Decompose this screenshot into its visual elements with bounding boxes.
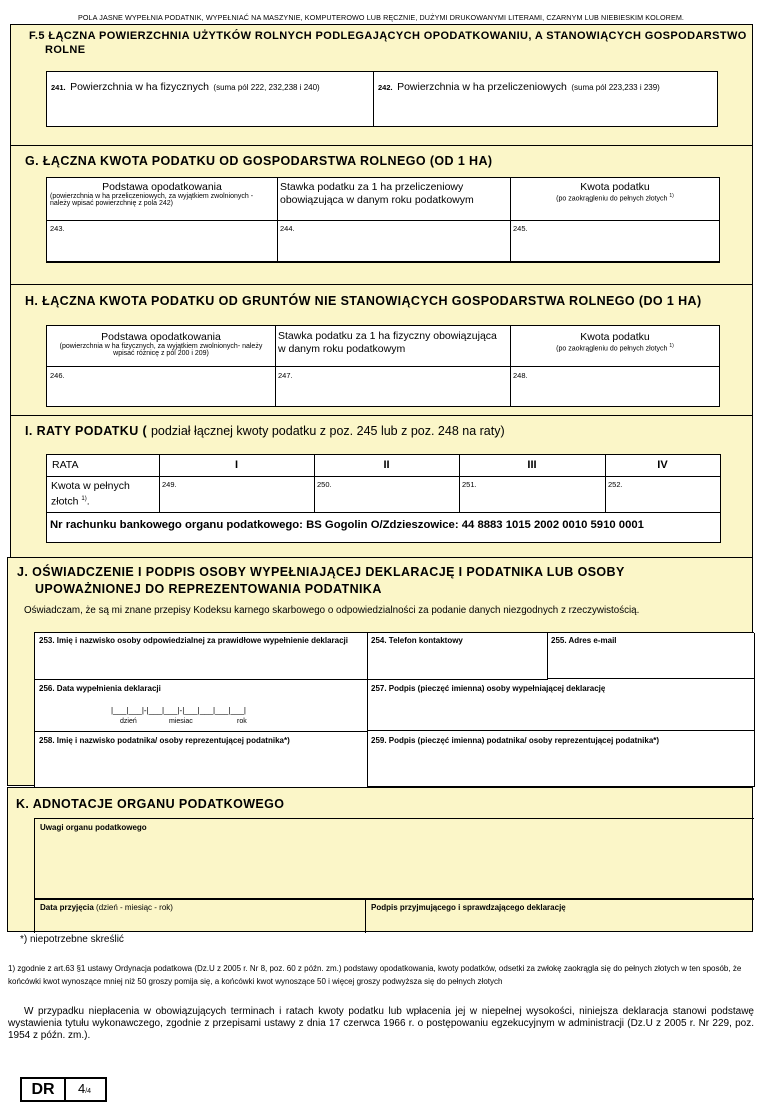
g-col2-title: Stawka podatku za 1 ha przeliczeniowy obowiązująca w danym roku podatkowym	[280, 181, 474, 206]
section-i	[10, 415, 753, 558]
i-kwota-label: Kwota w pełnych złotch	[51, 480, 130, 508]
field-250[interactable]	[314, 476, 460, 513]
field-243-num: 243.	[50, 224, 65, 233]
g-col3-header	[510, 178, 720, 221]
h-col2-title: Stawka podatku za 1 ha fizyczny obowiązująca w danym roku podatkowym	[278, 330, 497, 355]
field-245[interactable]	[510, 220, 720, 262]
h-title: H. ŁĄCZNA KWOTA PODATKU OD GRUNTÓW NIE STANOWIĄCYCH GOSPODARSTWA ROLNEGO (DO 1 HA)	[25, 294, 702, 308]
field-258-label: 258. Imię i nazwisko podatnika/ osoby reprezentującej podatnika*)	[39, 736, 290, 745]
bank-account: Nr rachunku bankowego organu podatkowego: BS Gogolin O/Zdzieszowice: 44 8883 1015 2002 0010 5910 0001	[50, 519, 644, 531]
h-col3-header	[510, 326, 720, 367]
page-total: /4	[85, 1088, 92, 1095]
page-number	[78, 1081, 91, 1096]
field-248-num: 248.	[513, 371, 528, 380]
g-col1-note: (powierzchnia w ha przeliczeniowych, za wyjątkiem zwolnionych - należy wpisać powierzchnię z pola 242)	[50, 193, 254, 207]
h-col1-title: Podstawa opodatkowania	[101, 331, 221, 343]
page-footer-box	[20, 1077, 107, 1102]
section-k	[7, 787, 753, 932]
g-col3-note: (po zaokrągleniu do pełnych złotych	[556, 195, 668, 203]
h-col1-header	[47, 326, 276, 367]
field-246-num: 246.	[50, 371, 65, 380]
field-257[interactable]	[367, 679, 755, 731]
i-rate-3: III	[459, 455, 606, 477]
field-podpis-przyjmujacego[interactable]	[366, 900, 754, 933]
i-title	[25, 424, 505, 438]
field-250-num: 250.	[317, 480, 332, 489]
k-data-bold: Data przyjęcia	[40, 903, 94, 912]
field-241-num: 241.	[51, 83, 66, 92]
field-249-num: 249.	[162, 480, 177, 489]
section-f5	[10, 24, 753, 146]
footnote-1: 1) zgodnie z art.63 §1 ustawy Ordynacja podatkowa (Dz.U z 2005 r. Nr 8, poz. 60 z późn. zm.) podstawy opodatkowania, kwoty podatków, odsetki za zwłokę zaokrągla się do pełnych złotych w ten sposób, że końcówki kwot wynoszące mniej niż 50 groszy pomija się, a końcówki kwot wynoszące 50 i więcej groszy podwyższa się do pełnych złotych	[8, 964, 742, 986]
field-247-num: 247.	[278, 371, 293, 380]
g-title: G. ŁĄCZNA KWOTA PODATKU OD GOSPODARSTWA ROLNEGO (OD 1 HA)	[25, 154, 493, 168]
g-col1-header	[47, 178, 278, 221]
field-242-num: 242.	[378, 83, 393, 92]
field-252-num: 252.	[608, 480, 623, 489]
i-rate-2: II	[314, 455, 460, 477]
date-day-label: dzień	[120, 718, 137, 725]
j-statement: Oświadczam, że są mi znane przepisy Kodeksu karnego skarbowego o odpowiedzialności za podanie danych niezgodnych z rzeczywistością.	[24, 605, 640, 616]
field-242[interactable]	[373, 71, 718, 127]
field-256[interactable]	[35, 679, 368, 732]
section-j	[7, 557, 753, 786]
field-251-num: 251.	[462, 480, 477, 489]
date-mask[interactable]: |___|___|-|___|___|-|___|___|___|___|	[111, 706, 246, 715]
field-259-label: 259. Podpis (pieczęć imienna) podatnika/ osoby reprezentującej podatnika*)	[371, 736, 660, 745]
footnote-warning: W przypadku niepłacenia w obowiązujących terminach i ratach kwoty podatku lub wpłacenia jej w niepełnej wysokości, niniejsza deklaracja stanowi podstawę wystawienia tytułu wykonawczego, zgodnie z przepisami ustawy z dnia 17 czerwca 1966 r. o postępowaniu egzekucyjnym w administracji (Dz.U z 2005 r. Nr 229, poz. 1954 z późn. zm.).	[8, 1006, 754, 1041]
f5-title-line1: F.5 ŁĄCZNA POWIERZCHNIA UŻYTKÓW ROLNYCH PODLEGAJĄCYCH OPODATKOWANIU, A STANOWIĄCYCH GOSPODARSTWO	[29, 30, 747, 42]
field-248[interactable]	[510, 366, 720, 406]
i-kwota-cell: Kwota w pełnych złotch $^{1)}$.	[47, 476, 160, 513]
page-num: 4	[78, 1081, 86, 1096]
field-244[interactable]	[277, 220, 511, 262]
header-note: POLA JASNE WYPEŁNIA PODATNIK, WYPEŁNIAĆ NA MASZYNIE, KOMPUTEROWO LUB RĘCZNIE, DUŻYMI DRUKOWANYMI LITERAMI, CZARNYM LUB NIEBIESKIM KOLOREM.	[77, 13, 685, 22]
field-241-label: Powierzchnia w ha fizycznych	[70, 81, 209, 93]
i-rata-label-cell	[47, 455, 160, 477]
section-h	[10, 284, 753, 416]
i-table	[46, 454, 721, 543]
h-table	[46, 325, 720, 407]
i-rate-4: IV	[605, 455, 720, 477]
field-256-label: 256. Data wypełnienia deklaracji	[39, 684, 161, 693]
g-col3-title: Kwota podatku	[580, 181, 650, 193]
field-258[interactable]	[35, 731, 368, 788]
field-259[interactable]	[367, 731, 755, 787]
field-data-przyjecia[interactable]	[34, 900, 366, 933]
field-253-label: 253. Imię i nazwisko osoby odpowiedzialnej za prawidłowe wypełnienie deklaracji	[39, 636, 348, 645]
field-245-num: 245.	[513, 224, 528, 233]
k-title: K. ADNOTACJE ORGANU PODATKOWEGO	[16, 797, 285, 811]
field-242-label: Powierzchnia w ha przeliczeniowych	[397, 81, 567, 93]
h-col3-sup: 1)	[669, 343, 674, 349]
field-254[interactable]	[367, 633, 548, 680]
field-246[interactable]	[47, 366, 276, 406]
field-257-label: 257. Podpis (pieczęć imienna) osoby wypełniającej deklarację	[371, 684, 606, 693]
k-uwagi-label: Uwagi organu podatkowego	[40, 823, 147, 832]
field-255[interactable]	[547, 633, 755, 679]
h-col1-note: (powierzchnia w ha fizycznych, za wyjątkiem zwolnionych- należy wpisać różnicę z pól 200 i 209)	[59, 343, 263, 357]
h-col3-note: (po zaokrągleniu do pełnych złotych	[556, 345, 668, 353]
g-col3-sup: 1)	[669, 193, 674, 199]
k-data-rest: (dzień - miesiąc - rok)	[93, 903, 173, 912]
date-year-label: rok	[237, 718, 247, 725]
i-title-bold: I. RATY PODATKU (	[25, 424, 151, 438]
f5-title-line2: ROLNE	[45, 44, 86, 56]
i-rata-label: RATA	[52, 459, 79, 471]
form-code: DR	[22, 1079, 66, 1100]
field-244-num: 244.	[280, 224, 295, 233]
j-title-line1: J. OŚWIADCZENIE I PODPIS OSOBY WYPEŁNIAJĄCEJ DEKLARACJĘ I PODATNIKA LUB OSOBY	[17, 565, 625, 579]
field-249[interactable]	[159, 476, 315, 513]
i-rate-1: I	[159, 455, 315, 477]
field-uwagi[interactable]	[34, 818, 754, 900]
field-242-note: (suma pól 223,233 i 239)	[571, 83, 660, 92]
field-241[interactable]	[46, 71, 374, 127]
field-243[interactable]	[47, 220, 278, 262]
field-253[interactable]	[35, 633, 368, 680]
i-kwota-sup: 1)	[81, 496, 87, 502]
k-podpis-label: Podpis przyjmującego i sprawdzającego deklarację	[371, 903, 566, 912]
h-col3-title: Kwota podatku	[580, 331, 650, 343]
field-251[interactable]	[459, 476, 606, 513]
section-g	[10, 145, 753, 285]
field-252[interactable]	[605, 476, 720, 513]
h-col2-header	[275, 326, 511, 367]
date-month-label: miesiac	[169, 718, 193, 725]
g-col2-header	[277, 178, 511, 221]
j-table	[34, 632, 754, 787]
footnote-star: *) niepotrzebne skreślić	[20, 934, 124, 945]
j-title-line2: UPOWAŻNIONEJ DO REPREZENTOWANIA PODATNIKA	[35, 582, 382, 596]
field-255-label: 255. Adres e-mail	[551, 636, 617, 645]
field-254-label: 254. Telefon kontaktowy	[371, 636, 463, 645]
field-241-note: (suma pól 222, 232,238 i 240)	[213, 83, 320, 92]
field-247[interactable]	[275, 366, 511, 406]
i-title-rest: podział łącznej kwoty podatku z poz. 245 lub z poz. 248 na raty)	[150, 424, 505, 438]
g-table	[46, 177, 720, 263]
g-col1-title: Podstawa opodatkowania	[102, 181, 222, 193]
